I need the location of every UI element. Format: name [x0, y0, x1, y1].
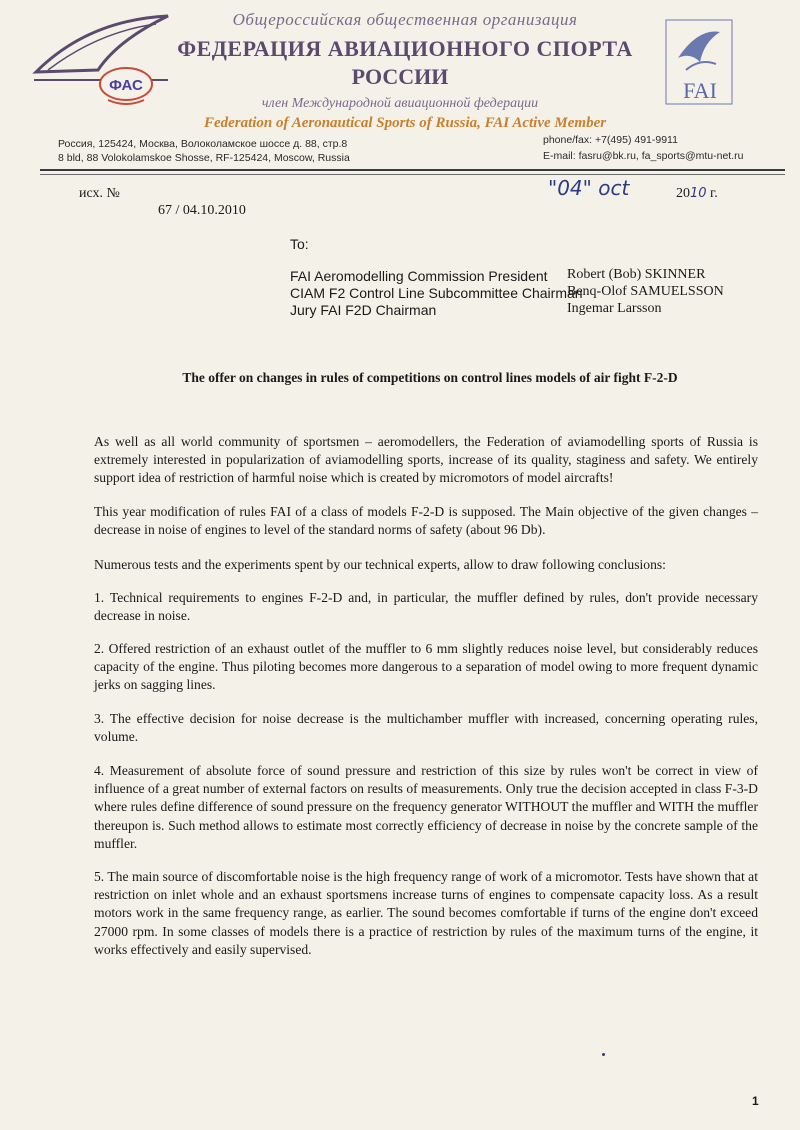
phone-fax: phone/fax: +7(495) 491-9911: [543, 134, 678, 146]
conclusion-item: 2. Offered restriction of an exhaust outlet of the muffler to 6 mm slightly reduces noise level, but considerably reduces capacity of the engine. Thus piloting becomes more dangerous to a separation of model owing to more frequent dynamic jerks on sagging lines.: [94, 641, 758, 693]
body-paragraph: As well as all world community of sportsmen – aeromodellers, the Federation of aviamodelling sports of Russia is extremely interested in popularization of aviamodelling sports, increase of its quality, staginess and safety. We entirely support idea of restriction of harmful noise which is created by micromotors of model aircrafts!: [94, 434, 758, 486]
fai-logo: [664, 18, 734, 106]
date-year: [676, 186, 718, 202]
recipient-role: FAI Aeromodelling Commission President: [290, 268, 548, 284]
org-name-ru: ФЕДЕРАЦИЯ АВИАЦИОННОГО СПОРТА: [177, 36, 633, 61]
recipient-role: Jury FAI F2D Chairman: [290, 302, 437, 318]
handwritten-date: "04" oct: [548, 176, 630, 200]
body-paragraph: This year modification of rules FAI of a class of models F-2-D is supposed. The Main objective of the given changes – decrease in noise of engines to level of the standard norms of safety (about 96 Db).: [94, 504, 758, 538]
recipient-name: Ingemar Larsson: [567, 301, 662, 316]
fas-logo-text: ФАС: [109, 77, 143, 94]
conclusion-item: 5. The main source of discomfortable noise is the high frequency range of work of a micromotor. Tests have shown that at restriction on inlet whole and an exhaust sportsmens increase turns of engines to compensate capacity loss. As a result motors work in the same frequency range, as earlier. The sound becomes comfortable if turns of the engine don't exceed 27000 rpm. In some classes of models there is a practice of restriction by rules of the maximum turns of the engine, it works effectively and easily supervised.: [94, 869, 758, 957]
header-divider-thin: [40, 174, 785, 175]
fai-logo-text: FAI: [683, 78, 717, 103]
outgoing-ref-number: 67 / 04.10.2010: [158, 203, 246, 218]
conclusion-item: 3. The effective decision for noise decrease is the multichamber muffler with increased, concerning operating rules, volume.: [94, 711, 758, 745]
outgoing-ref-label: исх. №: [79, 186, 120, 201]
recipient-roles: [290, 268, 583, 319]
org-membership-ru: член Международной авиационной федерации: [261, 96, 539, 111]
recipient-role: CIAM F2 Control Line Subcommittee Chairman: [290, 285, 583, 301]
handwritten-year: 10: [690, 186, 707, 201]
to-label: To:: [290, 236, 309, 252]
recipient-name: Robert (Bob) SKINNER: [567, 267, 706, 282]
page-number: 1: [752, 1094, 759, 1108]
recipient-name: Benq-Olof SAMUELSSON: [567, 284, 724, 299]
ink-speck: [602, 1053, 605, 1056]
document-title: The offer on changes in rules of competitions on control lines models of air fight F-2-D: [182, 370, 678, 385]
conclusion-item: 4. Measurement of absolute force of sound pressure and restriction of this size by rules won't be correct in view of influence of a great number of external factors on results of measurements. Only true the decision accepted in class F-3-D where rules define difference of sound pressure on the frequency generator WITHOUT the muffler and WITH the muffler thereupon is. Such method allows to estimate most correctly efficiency of decrease in noise by the concrete sample of the muffler.: [94, 763, 758, 851]
year-prefix: 20: [676, 186, 690, 201]
recipient-names: [567, 266, 724, 317]
body-paragraph: Numerous tests and the experiments spent by our technical experts, allow to draw following conclusions:: [94, 557, 666, 572]
org-name-en: Federation of Aeronautical Sports of Russia, FAI Active Member: [203, 115, 607, 131]
email-addresses: E-mail: fasru@bk.ru, fa_sports@mtu-net.ru: [543, 150, 744, 162]
org-subtitle-ru: Общероссийская общественная организация: [232, 10, 578, 29]
header-divider: [40, 169, 785, 171]
year-suffix: г.: [706, 186, 718, 201]
org-name-ru-country: РОССИИ: [351, 64, 449, 89]
conclusion-item: 1. Technical requirements to engines F-2-D and, in particular, the muffler defined by rules, don't provide necessary decrease in noise.: [94, 590, 758, 624]
fas-logo: [28, 10, 178, 115]
address-ru: Россия, 125424, Москва, Волоколамское шоссе д. 88, стр.8: [58, 138, 348, 150]
address-en: 8 bld, 88 Volokolamskoe Shosse, RF-125424, Moscow, Russia: [58, 152, 350, 164]
